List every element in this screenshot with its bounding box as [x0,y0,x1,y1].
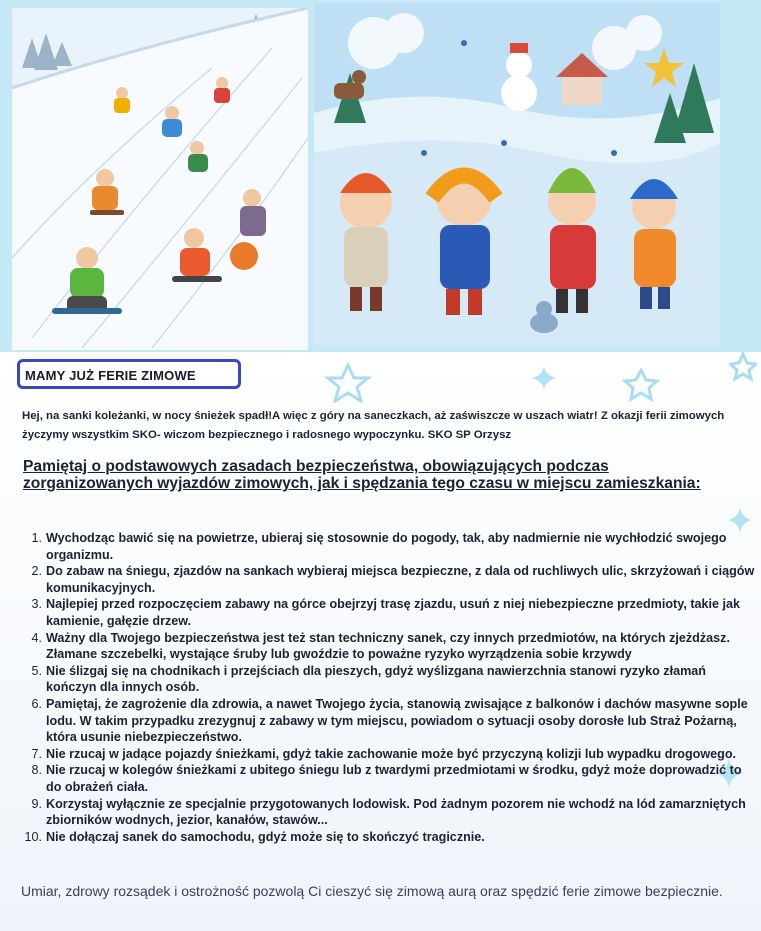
list-item [22,746,757,763]
sparkle-icon [529,364,559,392]
sledding-hill-illustration [12,8,308,350]
item-number: 1. [31,531,42,545]
item-number: 5. [31,663,42,678]
closing-text: Umiar, zdrowy rozsądek i ostrożność pozwolą Ci cieszyć się zimową aurą oraz spędzić ferie zimowe bezpiecznie. [21,883,723,899]
item-text: Ważny dla Twojego bezpieczeństwa jest też stan techniczny sanek, czy innych przedmiotów, na których zjeżdżasz. Złamane szczebelki, wystające śruby lub gwoździe to poważne ryzyko wyrządzenia sobie krzywdy [46,630,730,662]
list-item [22,663,757,696]
item-text: Nie rzucaj w jadące pojazdy śnieżkami, gdyż takie zachowanie może być przyczyną kolizji lub wypadku drogowego. [46,746,737,761]
star-icon [622,368,660,402]
item-text: Najlepiej przed rozpoczęciem zabawy na górce obejrzyj trasę zjazdu, usuń z niej niebezpieczne przedmioty, takie jak kamienie, gałęzie drzew. [46,597,741,628]
item-text: Do zabaw na śniegu, zjazdów na sankach wybieraj miejsca bezpieczne, z dala od ruchliwych ulic, skrzyżowań i ciągów komunikacyjnych. [46,564,755,595]
list-item [22,596,757,629]
list-item [22,829,757,846]
winter-kids-illustration [314,3,720,345]
safety-heading: Pamiętaj o podstawowych zasadach bezpieczeństwa, obowiązujących podczas zorganizowanych wyjazdów zimowych, jak i spędzania tego czasu w miejscu zamieszkania: [23,458,701,492]
list-item [22,696,757,746]
item-text: Nie ślizgaj się na chodnikach i przejściach dla pieszych, gdyż wyślizgana nawierzchnia stanowi ryzyko złamań kończyn dla innych osób. [46,663,706,695]
page-title: MAMY JUŻ FERIE ZIMOWE [25,368,196,383]
intro-text: Hej, na sanki koleżanki, w nocy śnieżek spadł!A więc z góry na saneczkach, aż zaświszcze w uszach wiatr! Z okazji ferii zimowych życzymy wszystkim SKO- wiczom bezpiecznego i radosnego wypoczynku. SKO SP Orzysz [22,410,725,441]
star-icon [729,352,757,382]
item-text: Wychodząc bawić się na powietrze, ubieraj się stosownie do pogody, tak, aby nadmiernie nie wychłodzić swojego organizmu. [46,531,727,562]
item-number: 6. [31,696,42,711]
item-number: 9. [31,796,42,811]
item-number: 4. [31,630,42,645]
list-item [22,563,757,596]
safety-rules-list [22,530,757,845]
item-number: 3. [31,597,42,612]
list-item [22,530,757,563]
item-text: Nie dołączaj sanek do samochodu, gdyż może się to skończyć tragicznie. [46,829,485,844]
header-banner [0,0,761,352]
item-text: Nie rzucaj w kolegów śnieżkami z ubitego śniegu lub z twardymi przedmiotami w środku, gdyż może doprowadzić to do obrażeń ciała. [46,763,742,794]
item-number: 7. [31,746,42,761]
item-number: 8. [31,763,42,778]
list-item [22,796,757,829]
item-text: Korzystaj wyłącznie ze specjalnie przygotowanych lodowisk. Pod żadnym pozorem nie wchodź na lód zamarzniętych zbiorników wodnych, jezior, kanałów, stawów... [46,796,746,828]
list-item [22,630,757,663]
list-item [22,762,757,795]
item-text: Pamiętaj, że zagrożenie dla zdrowia, a nawet Twojego życia, stanowią zwisające z balkonów i dachów masywne sople lodu. W takim przypadku zrezygnuj z zabawy w tym miejscu, powiadom o sytuacji osoby dorosłe lub Straż Pożarną, która usunie niebezpieczeństwo. [46,696,748,745]
item-number: 10. [24,829,42,844]
star-icon [325,363,371,403]
item-number: 2. [31,564,42,579]
